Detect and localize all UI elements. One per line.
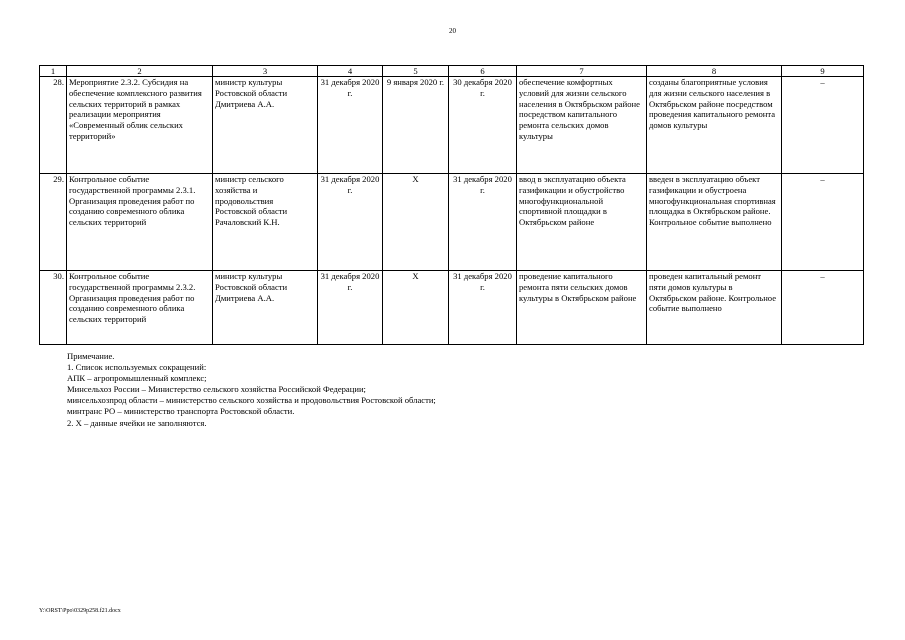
event-name: Контрольное событие государственной программы 2.3.2. Организация проведения работ по созданию современного облика сельских территорий bbox=[67, 271, 213, 345]
row-number: 28. bbox=[40, 77, 67, 174]
planned-date: 31 декабря 2020 г. bbox=[318, 174, 383, 271]
abbreviation-item: АПК – агропромышленный комплекс; bbox=[67, 373, 207, 384]
expected-result: проведение капитального ремонта пяти сельских домов культуры в Октябрьском районе bbox=[517, 271, 647, 345]
row-note: – bbox=[782, 77, 864, 174]
col-header: 4 bbox=[318, 66, 383, 77]
expected-result: обеспечение комфортных условий для жизни сельского населения в Октябрьском районе посредством капитального ремонта сельских домов культуры bbox=[517, 77, 647, 174]
abbreviation-item: минсельхозпрод области – министерство сельского хозяйства и продовольствия Ростовской области; bbox=[67, 395, 436, 406]
row-number: 29. bbox=[40, 174, 67, 271]
col-header: 8 bbox=[647, 66, 782, 77]
col-header: 5 bbox=[383, 66, 449, 77]
actual-end-date: 31 декабря 2020 г. bbox=[449, 174, 517, 271]
row-note: – bbox=[782, 174, 864, 271]
planned-date: 31 декабря 2020 г. bbox=[318, 77, 383, 174]
table-row bbox=[40, 77, 864, 174]
report-table bbox=[39, 65, 864, 345]
actual-start-date: 9 января 2020 г. bbox=[383, 77, 449, 174]
abbreviation-item: Минсельхоз России – Министерство сельского хозяйства Российской Федерации; bbox=[67, 384, 366, 395]
responsible-person: министр культуры Ростовской области Дмитриева А.А. bbox=[213, 271, 318, 345]
col-header: 2 bbox=[67, 66, 213, 77]
table-row bbox=[40, 271, 864, 345]
notes-title: Примечание. bbox=[67, 351, 115, 361]
x-note: 2. Х – данные ячейки не заполняются. bbox=[67, 417, 207, 428]
responsible-person: министр культуры Ростовской области Дмитриева А.А. bbox=[213, 77, 318, 174]
abbreviation-item: минтранс РО – министерство транспорта Ростовской области. bbox=[67, 406, 295, 417]
table-header-row bbox=[40, 66, 864, 77]
actual-result: проведен капитальный ремонт пяти домов культуры в Октябрьском районе. Контрольное событие выполнено bbox=[647, 271, 782, 345]
table-row bbox=[40, 174, 864, 271]
col-header: 3 bbox=[213, 66, 318, 77]
event-name: Контрольное событие государственной программы 2.3.1. Организация проведения работ по созданию современного облика сельских территорий bbox=[67, 174, 213, 271]
col-header: 6 bbox=[449, 66, 517, 77]
actual-result: введен в эксплуатацию объект газификации и обустроена многофункциональная спортивная площадка в Октябрьском районе. Контрольное событие выполнено bbox=[647, 174, 782, 271]
col-header: 9 bbox=[782, 66, 864, 77]
actual-start-date: Х bbox=[383, 174, 449, 271]
row-number: 30. bbox=[40, 271, 67, 345]
page-number: 20 bbox=[449, 27, 456, 35]
notes-block bbox=[67, 351, 436, 429]
col-header: 7 bbox=[517, 66, 647, 77]
actual-result: созданы благоприятные условия для жизни сельского населения в Октябрьском районе посредством проведения капитального ремонта домов культуры bbox=[647, 77, 782, 174]
file-path-footer: Y:\ORST\Ppo\0329p258.f21.docx bbox=[39, 608, 121, 614]
actual-end-date: 30 декабря 2020 г. bbox=[449, 77, 517, 174]
actual-end-date: 31 декабря 2020 г. bbox=[449, 271, 517, 345]
expected-result: ввод в эксплуатацию объекта газификации и обустройство многофункциональной спортивной площадки в Октябрьском районе bbox=[517, 174, 647, 271]
actual-start-date: Х bbox=[383, 271, 449, 345]
event-name: Мероприятие 2.3.2. Субсидия на обеспечение комплексного развития сельских территорий в рамках реализации мероприятия «Современный облик сельских территорий» bbox=[67, 77, 213, 174]
responsible-person: министр сельского хозяйства и продовольствия Ростовской области Рачаловский К.Н. bbox=[213, 174, 318, 271]
col-header: 1 bbox=[40, 66, 67, 77]
planned-date: 31 декабря 2020 г. bbox=[318, 271, 383, 345]
abbreviations-heading: 1. Список используемых сокращений: bbox=[67, 362, 207, 373]
row-note: – bbox=[782, 271, 864, 345]
